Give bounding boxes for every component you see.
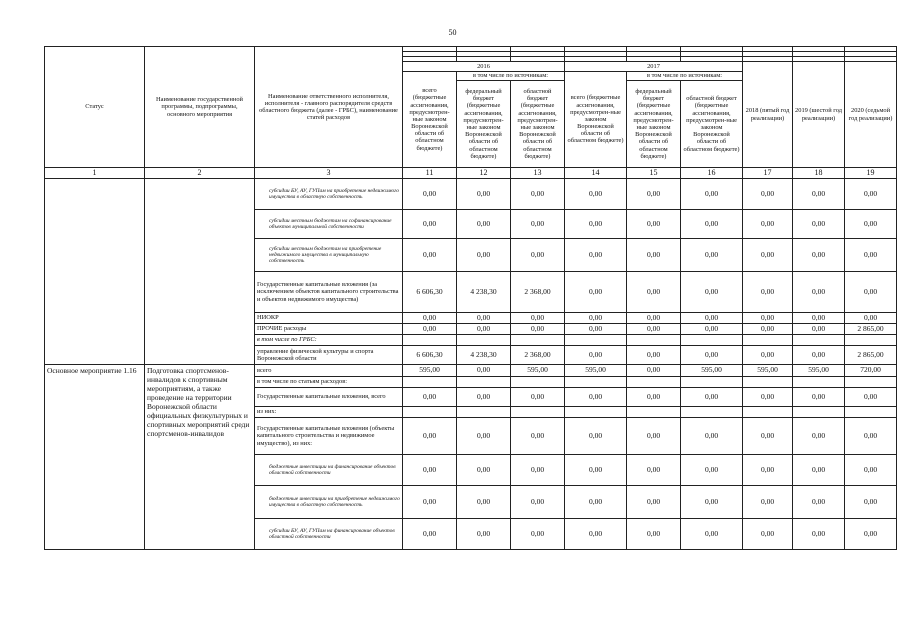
row-label: субсидии БУ, АУ, ГУПам на приобретение недвижимого имущества в областную собственность (255, 179, 403, 210)
cell-value: 0,00 (793, 313, 845, 324)
cell-value: 0,00 (565, 388, 627, 407)
cell-value: 0,00 (457, 210, 511, 239)
cell-value: 0,00 (845, 519, 897, 550)
column-number: 12 (457, 168, 511, 179)
column-number: 1 (45, 168, 145, 179)
column-number: 14 (565, 168, 627, 179)
table-body-upper (45, 179, 897, 365)
row-label: Государственные капитальные вложения, всего (255, 388, 403, 407)
row-label: в том числе по статьям расходов: (255, 377, 403, 388)
column-number: 15 (627, 168, 681, 179)
row-label: Государственные капитальные вложения (объекты капитального строительства и недвижимое имущество), из них: (255, 418, 403, 455)
column-number: 3 (255, 168, 403, 179)
cell-value: 0,00 (793, 388, 845, 407)
cell-value (511, 407, 565, 418)
table-row (45, 179, 897, 210)
cell-value (743, 407, 793, 418)
row-label: всего (255, 365, 403, 377)
cell-value: 0,00 (681, 486, 743, 519)
cell-value: 0,00 (845, 239, 897, 272)
cell-value: 0,00 (627, 455, 681, 486)
cell-value: 0,00 (511, 313, 565, 324)
cell-value: 0,00 (681, 239, 743, 272)
cell-value: 0,00 (565, 455, 627, 486)
row-label: из них: (255, 407, 403, 418)
cell-value: 0,00 (743, 519, 793, 550)
cell-value: 595,00 (511, 365, 565, 377)
cell-value: 0,00 (845, 388, 897, 407)
cell-value: 720,00 (845, 365, 897, 377)
column-number: 19 (845, 168, 897, 179)
cell-value: 0,00 (403, 388, 457, 407)
cell-value: 0,00 (681, 455, 743, 486)
cell-value: 0,00 (457, 388, 511, 407)
cell-value: 0,00 (627, 324, 681, 335)
cell-value (681, 407, 743, 418)
cell-value (681, 335, 743, 346)
cell-value (565, 377, 627, 388)
cell-value: 0,00 (681, 519, 743, 550)
cell-value: 0,00 (793, 486, 845, 519)
cell-value: 0,00 (845, 486, 897, 519)
column-number: 17 (743, 168, 793, 179)
cell-value: 0,00 (793, 210, 845, 239)
header-2017-regional: областной бюджет (бюджетные ассигнования, предусмотрен-ные законом Воронежской области об областном бюджете) (681, 81, 743, 168)
measure-name: Подготовка спортсменов-инвалидов к спортивным мероприятиям, а также проведение на территории Воронежской области официальных физкультурных и спортивных мероприятий среди спортсменов-инвалидов (145, 365, 255, 550)
cell-value (743, 377, 793, 388)
cell-value: 0,00 (743, 388, 793, 407)
cell-value: 0,00 (511, 388, 565, 407)
row-label: бюджетные инвестиции на приобретение недвижимого имущества в областную собственность (255, 486, 403, 519)
cell-value: 0,00 (403, 179, 457, 210)
cell-value: 0,00 (457, 365, 511, 377)
cell-value: 0,00 (681, 418, 743, 455)
cell-value: 0,00 (565, 239, 627, 272)
row-label: субсидии местным бюджетам на приобретение недвижимого имущества в муниципальную собственность (255, 239, 403, 272)
cell-value (457, 407, 511, 418)
table-row (45, 365, 897, 377)
header-year-2016: 2016 (403, 62, 565, 72)
header-2018: 2018 (пятый год реализации) (743, 62, 793, 168)
cell-value: 2 368,00 (511, 272, 565, 313)
column-number: 16 (681, 168, 743, 179)
cell-value (793, 377, 845, 388)
cell-value (793, 335, 845, 346)
cell-value: 0,00 (743, 210, 793, 239)
cell-value: 2 368,00 (511, 346, 565, 365)
header-2016-sources: в том числе по источникам: (457, 72, 565, 81)
row-label: в том числе по ГРБС: (255, 335, 403, 346)
cell-value: 0,00 (743, 313, 793, 324)
table-body-measure (45, 365, 897, 550)
cell-value: 0,00 (627, 210, 681, 239)
cell-value: 0,00 (627, 313, 681, 324)
cell-value: 595,00 (743, 365, 793, 377)
column-number: 2 (145, 168, 255, 179)
cell-value: 0,00 (511, 324, 565, 335)
cell-value: 0,00 (627, 346, 681, 365)
cell-value: 0,00 (743, 346, 793, 365)
cell-value: 0,00 (511, 519, 565, 550)
cell-value: 0,00 (793, 324, 845, 335)
cell-value: 0,00 (511, 486, 565, 519)
cell-value: 6 606,30 (403, 346, 457, 365)
cell-value: 0,00 (565, 346, 627, 365)
cell-value: 0,00 (403, 313, 457, 324)
cell-value: 0,00 (565, 179, 627, 210)
cell-value: 0,00 (565, 324, 627, 335)
header-status: Статус (45, 47, 145, 168)
cell-value: 0,00 (511, 418, 565, 455)
header-2020: 2020 (седьмой год реализации) (845, 62, 897, 168)
cell-value (565, 407, 627, 418)
cell-value: 0,00 (403, 418, 457, 455)
cell-value (845, 407, 897, 418)
cell-value: 0,00 (681, 324, 743, 335)
cell-value: 4 238,30 (457, 346, 511, 365)
cell-value: 0,00 (743, 455, 793, 486)
cell-value: 0,00 (793, 239, 845, 272)
cell-value: 595,00 (565, 365, 627, 377)
cell-value: 6 606,30 (403, 272, 457, 313)
cell-value: 0,00 (403, 519, 457, 550)
cell-value: 0,00 (793, 418, 845, 455)
budget-table (44, 46, 897, 550)
cell-value (743, 335, 793, 346)
cell-value: 0,00 (457, 179, 511, 210)
cell-value: 0,00 (457, 418, 511, 455)
cell-value: 0,00 (565, 418, 627, 455)
cell-value: 0,00 (627, 365, 681, 377)
cell-value: 0,00 (511, 455, 565, 486)
cell-value: 0,00 (845, 272, 897, 313)
column-number: 18 (793, 168, 845, 179)
cell-value (681, 377, 743, 388)
row-label: субсидии местным бюджетам на софинансирование объектов муниципальной собственности (255, 210, 403, 239)
row-label: субсидии БУ, АУ, ГУПам на финансирование объектов областной собственности (255, 519, 403, 550)
cell-value: 0,00 (681, 272, 743, 313)
cell-value: 0,00 (627, 272, 681, 313)
cell-value: 0,00 (403, 455, 457, 486)
cell-value: 595,00 (793, 365, 845, 377)
cell-value: 2 865,00 (845, 324, 897, 335)
cell-value (511, 335, 565, 346)
cell-value: 0,00 (565, 313, 627, 324)
cell-value: 0,00 (793, 179, 845, 210)
row-label: управление физической культуры и спорта Воронежской области (255, 346, 403, 365)
cell-value: 0,00 (565, 272, 627, 313)
cell-value: 0,00 (565, 210, 627, 239)
cell-value: 0,00 (845, 313, 897, 324)
cell-value: 0,00 (565, 519, 627, 550)
cell-value (403, 377, 457, 388)
cell-value: 0,00 (403, 486, 457, 519)
cell-value (457, 377, 511, 388)
cell-value: 0,00 (793, 519, 845, 550)
cell-value: 595,00 (681, 365, 743, 377)
cell-value: 0,00 (743, 324, 793, 335)
cell-value: 0,00 (681, 313, 743, 324)
measure-status: Основное мероприятие 1.16 (45, 365, 145, 550)
cell-value: 0,00 (845, 418, 897, 455)
cell-value: 0,00 (565, 486, 627, 519)
column-number: 11 (403, 168, 457, 179)
header-year-2017: 2017 (565, 62, 743, 72)
cell-value: 0,00 (743, 179, 793, 210)
cell-value: 0,00 (403, 324, 457, 335)
column-number: 13 (511, 168, 565, 179)
header-2019: 2019 (шестой год реализации) (793, 62, 845, 168)
cell-value: 0,00 (793, 346, 845, 365)
cell-value: 0,00 (627, 519, 681, 550)
cell-value (403, 407, 457, 418)
cell-value: 0,00 (511, 239, 565, 272)
header-2016-federal: федеральный бюджет (бюджетные ассигнования, предусмотрен-ные законом Воронежской области об областном бюджете) (457, 81, 511, 168)
cell-value: 0,00 (457, 313, 511, 324)
cell-value: 0,00 (845, 210, 897, 239)
cell-value: 2 865,00 (845, 346, 897, 365)
cell-value: 0,00 (627, 418, 681, 455)
cell-value (627, 377, 681, 388)
cell-value (845, 335, 897, 346)
cell-value: 0,00 (793, 272, 845, 313)
header-program-name: Наименование государственной программы, подпрограммы, основного мероприятия (145, 47, 255, 168)
cell-value: 0,00 (681, 388, 743, 407)
cell-value: 0,00 (511, 179, 565, 210)
cell-value (845, 377, 897, 388)
cell-value: 0,00 (627, 239, 681, 272)
row-label: Государственные капитальные вложения (за исключением объектов капитального строительства и объектов недвижимого имущества) (255, 272, 403, 313)
cell-value (457, 335, 511, 346)
cell-value: 0,00 (457, 455, 511, 486)
status-cell-empty (45, 179, 145, 365)
cell-value: 0,00 (793, 455, 845, 486)
cell-value (627, 335, 681, 346)
cell-value: 0,00 (627, 179, 681, 210)
cell-value: 0,00 (627, 486, 681, 519)
cell-value: 0,00 (681, 179, 743, 210)
row-label: бюджетные инвестиции на финансирование объектов областной собственности (255, 455, 403, 486)
cell-value: 4 238,30 (457, 272, 511, 313)
row-label: ПРОЧИЕ расходы (255, 324, 403, 335)
cell-value: 0,00 (681, 210, 743, 239)
header-2017-total: всего (бюджетные ассигнования, предусмотрен-ные законом Воронежской области об областном бюджете) (565, 72, 627, 168)
cell-value: 0,00 (457, 486, 511, 519)
cell-value: 0,00 (457, 239, 511, 272)
table-header (45, 47, 897, 179)
cell-value: 0,00 (457, 519, 511, 550)
cell-value (627, 407, 681, 418)
cell-value: 0,00 (681, 346, 743, 365)
cell-value: 0,00 (743, 272, 793, 313)
header-2017-sources: в том числе по источникам: (627, 72, 743, 81)
cell-value: 0,00 (845, 455, 897, 486)
cell-value: 0,00 (845, 179, 897, 210)
header-2016-regional: областной бюджет (бюджетные ассигнования, предусмотрен-ные законом Воронежской области об областном бюджете) (511, 81, 565, 168)
cell-value (403, 335, 457, 346)
cell-value: 0,00 (403, 210, 457, 239)
cell-value (793, 407, 845, 418)
page-number: 50 (448, 28, 457, 37)
header-2016-total: всего (бюджетные ассигнования, предусмотрен-ные законом Воронежской области об областном бюджете) (403, 72, 457, 168)
cell-value: 0,00 (511, 210, 565, 239)
cell-value: 0,00 (457, 324, 511, 335)
cell-value: 0,00 (743, 486, 793, 519)
cell-value: 0,00 (743, 239, 793, 272)
cell-value (511, 377, 565, 388)
cell-value (565, 335, 627, 346)
column-number-row (45, 168, 897, 179)
cell-value: 0,00 (627, 388, 681, 407)
header-executor: Наименование ответственного исполнителя, исполнителя - главного распорядителя средств областного бюджета (далее - ГРБС), наименование статей расходов (255, 47, 403, 168)
cell-value: 0,00 (403, 239, 457, 272)
row-label: НИОКР (255, 313, 403, 324)
header-2017-federal: федеральный бюджет (бюджетные ассигнования, предусмотрен-ные законом Воронежской области об областном бюджете) (627, 81, 681, 168)
program-cell-empty (145, 179, 255, 365)
cell-value: 595,00 (403, 365, 457, 377)
cell-value: 0,00 (743, 418, 793, 455)
